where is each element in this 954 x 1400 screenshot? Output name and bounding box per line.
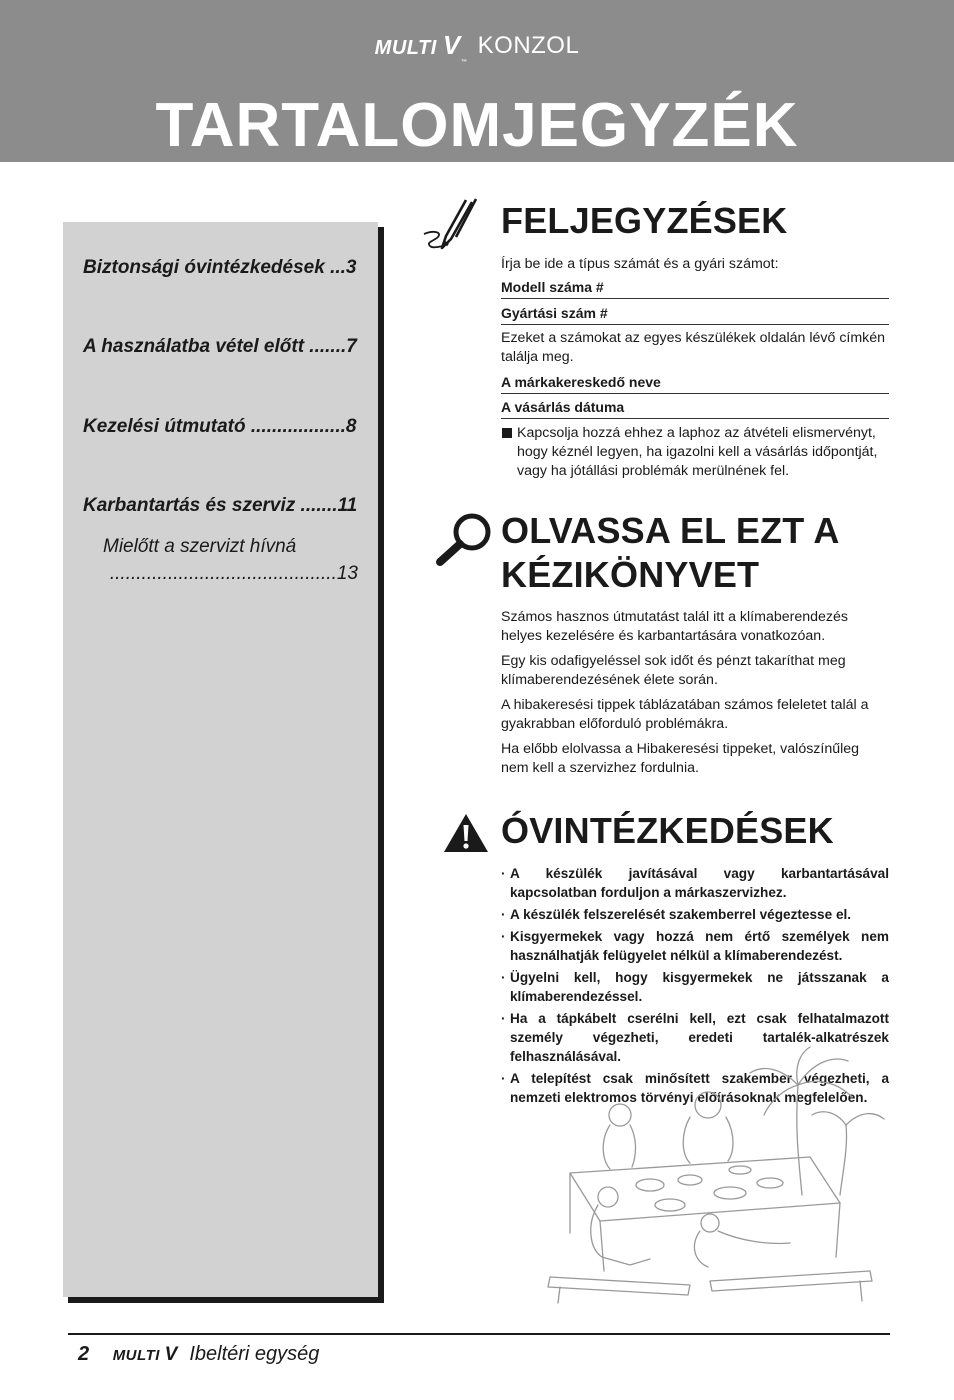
warning-item: · A telepítést csak minősített szakember végezheti, a nemzeti elektromos törvényi előírásoknak megfelelően. [501,1069,889,1107]
notes-title: FELJEGYZÉSEK [501,200,788,241]
toc-subitem-label: Mielőtt a szervizt hívná [103,536,297,557]
warning-item: · Ha a tápkábelt cserélni kell, ezt csak felhatalmazott személy végezheti, eredeti tartalék-alkatrészek felhasználásával. [501,1009,889,1066]
magnifier-icon [432,510,494,570]
purchase-date-field[interactable]: A vásárlás dátuma [501,399,889,419]
toc-item-before-use[interactable]: A használatba vétel előtt .......7 [83,336,357,357]
brand-logo: MULTI V™ [374,30,468,66]
footer [78,1343,319,1373]
read-paragraph: A hibakeresési tippek táblázatában számos feleletet talál a gyakrabban előforduló problémákra. [501,697,869,732]
warning-item: · Ügyelni kell, hogy kisgyermekek ne játsszanak a klímaberendezéssel. [501,968,889,1006]
warning-triangle-icon [442,812,490,854]
warnings-title: ÓVINTÉZKEDÉSEK [501,810,834,851]
footer-logo: MULTI V [112,1344,178,1365]
serial-number-field[interactable]: Gyártási szám # [501,305,889,325]
label-location-note: Ezeket a számokat az egyes készülékek oldalán lévő címkén találja meg. [501,330,886,365]
page-number: 2 [78,1343,90,1365]
warning-item: · A készülék felszerelését szakemberrel végeztesse el. [501,905,889,924]
toc-item-safety[interactable]: Biztonsági óvintézkedések ...3 [83,257,357,278]
brand-row [0,30,954,66]
toc-item-maintenance[interactable]: Karbantartás és szerviz .......11 [83,495,358,516]
read-paragraph: Számos hasznos útmutatást talál itt a klímaberendezés helyes kezelésére és karbantartására vonatkozóan. [501,609,848,644]
toc-panel [63,222,378,1297]
model-number-field[interactable]: Modell száma # [501,279,889,299]
notes-intro: Írja be ide a típus számát és a gyári számot: [501,256,779,272]
header-band [0,0,954,162]
toc-subitem-dots: ...........................................13 [109,563,358,584]
warning-item: · Kisgyermekek vagy hozzá nem értő személyek nem használhatják felügyelet nélkül a klímaberendezést. [501,927,889,965]
toc-subitem-before-service[interactable] [103,533,358,587]
dealer-name-field[interactable]: A márkakereskedő neve [501,374,889,394]
page-title: TARTALOMJEGYZÉK [155,91,799,160]
picnic-illustration [540,1045,890,1305]
warning-item: · A készülék javításával vagy karbantartásával kapcsolatban forduljon a márkaszervizhez. [501,864,889,902]
read-title-line2: KÉZIKÖNYVET [501,554,760,595]
pen-icon [420,196,492,254]
brand-suffix: KONZOL [477,31,580,59]
toc-item-operation[interactable]: Kezelési útmutató ..................8 [83,416,357,437]
read-paragraph: Egy kis odafigyeléssel sok időt és pénzt takaríthat meg klímaberendezésének élete során. [501,653,846,688]
footer-label: Ibeltéri egység [189,1343,320,1365]
footer-rule [68,1333,890,1335]
read-paragraph: Ha előbb elolvassa a Hibakeresési tippeket, valószínűleg nem kell a szervizhez fordulnia. [501,741,860,776]
receipt-note: Kapcsolja hozzá ehhez a laphoz az átvételi elismervényt, hogy kéznél legyen, ha igazolni kell a vásárlás időpontját, vagy ha jótállási problémák merülnének fel. [501,424,889,481]
read-title-line1: OLVASSA EL EZT A [501,510,840,551]
